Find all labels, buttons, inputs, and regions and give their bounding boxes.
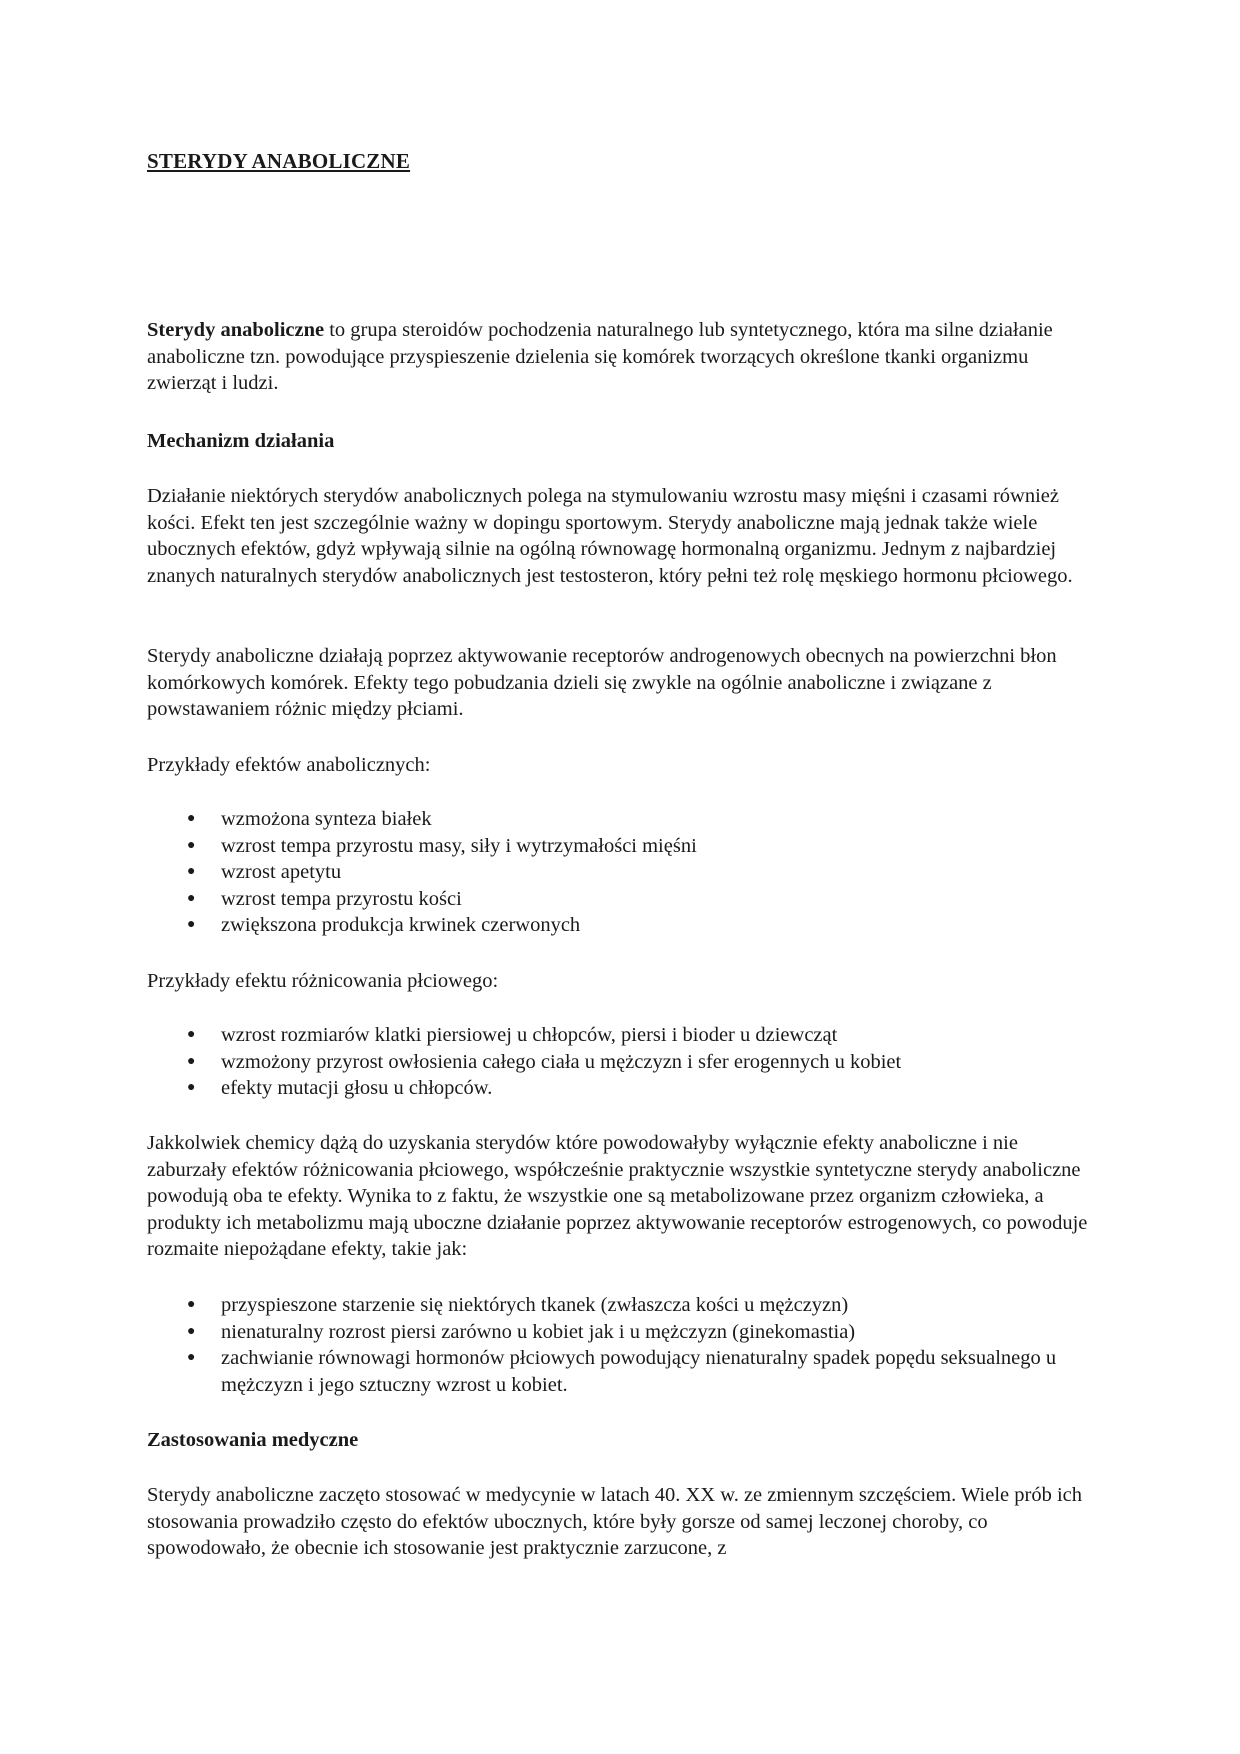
- bullet-icon: ●: [187, 917, 196, 932]
- list-item: ● nienaturalny rozrost piersi zarówno u kobiet jak i u mężczyzn (ginekomastia): [147, 1319, 1095, 1346]
- sexual-differentiation-label: Przykłady efektu różnicowania płciowego:: [147, 970, 499, 992]
- intro-paragraph: [147, 317, 1095, 397]
- medical-paragraph-1: Sterydy anaboliczne zaczęto stosować w medycynie w latach 40. XX w. ze zmiennym szczęściem. Wiele prób ich stosowania prowadziło często do efektów ubocznych, które były gorsze od samej leczonej choroby, co spowodowało, że obecnie ich stosowanie jest praktycznie zarzucone, z: [147, 1484, 1082, 1559]
- sexual-differentiation-list: [147, 1022, 1095, 1102]
- intro-text: to grupa steroidów pochodzenia naturalnego lub syntetycznego, która ma silne działanie anaboliczne tzn. powodujące przyspieszenie dzielenia się komórek tworzących określone tkanki organizmu zwierząt i ludzi.: [147, 319, 1053, 394]
- list-item: ● wzmożony przyrost owłosienia całego ciała u mężczyzn i sfer erogennych u kobiet: [147, 1049, 1095, 1076]
- bullet-icon: ●: [187, 1027, 196, 1042]
- anabolic-effects-list: [147, 806, 1095, 939]
- document-title: STERYDY ANABOLICZNE: [147, 149, 411, 173]
- bullet-icon: ●: [187, 1350, 196, 1365]
- bullet-icon: ●: [187, 1053, 196, 1069]
- intro-term: Sterydy anaboliczne: [147, 319, 325, 341]
- list-item: ● przyspieszone starzenie się niektórych tkanek (zwłaszcza kości u mężczyzn): [147, 1292, 1095, 1319]
- side-effects-paragraph: Jakkolwiek chemicy dążą do uzyskania sterydów które powodowałyby wyłącznie efekty anaboliczne i nie zaburzały efektów różnicowania płciowego, współcześnie praktycznie wszystkie syntetyczne sterydy anaboliczne powodują oba te efekty. Wynika to z faktu, że wszystkie one są metabolizowane przez organizm człowieka, a produkty ich metabolizmu mają uboczne działanie poprzez aktywowanie receptorów estrogenowych, co powoduje rozmaite niepożądane efekty, takie jak:: [147, 1132, 1088, 1260]
- bullet-icon: ●: [187, 1297, 196, 1312]
- list-item: ● zachwianie równowagi hormonów płciowych powodujący nienaturalny spadek popędu seksualnego u mężczyzn i jego sztuczny wzrost u kobiet.: [187, 1347, 1057, 1396]
- mechanism-paragraph-2: Sterydy anaboliczne działają poprzez aktywowanie receptorów androgenowych obecnych na powierzchni błon komórkowych komórek. Efekty tego pobudzania dzieli się zwykle na ogólnie anaboliczne i związane z powstawaniem różnic między płciami.: [147, 645, 1057, 720]
- list-item: ● wzmożona synteza białek: [147, 806, 1095, 833]
- section-heading-medical: Zastosowania medyczne: [147, 1429, 359, 1451]
- list-item: ● zwiększona produkcja krwinek czerwonych: [147, 912, 1095, 939]
- list-item: ● wzrost tempa przyrostu kości: [147, 886, 1095, 913]
- list-item: ● wzrost tempa przyrostu masy, siły i wytrzymałości mięśni: [147, 833, 1095, 860]
- bullet-icon: ●: [187, 864, 196, 879]
- bullet-icon: ●: [187, 1323, 196, 1339]
- list-item: ● efekty mutacji głosu u chłopców.: [147, 1075, 1095, 1102]
- list-item: ● wzrost rozmiarów klatki piersiowej u chłopców, piersi i bioder u dziewcząt: [147, 1022, 1095, 1049]
- anabolic-effects-label: Przykłady efektów anabolicznych:: [147, 754, 431, 776]
- bullet-icon: ●: [187, 811, 196, 826]
- list-item: ● wzrost apetytu: [147, 859, 1095, 886]
- side-effects-list: [147, 1292, 1095, 1398]
- bullet-icon: ●: [187, 837, 196, 853]
- document-page: [147, 0, 1095, 1754]
- bullet-icon: ●: [187, 1080, 196, 1095]
- section-heading-mechanism: Mechanizm działania: [147, 430, 335, 452]
- bullet-icon: ●: [187, 890, 196, 906]
- mechanism-paragraph-1: Działanie niektórych sterydów anabolicznych polega na stymulowaniu wzrostu masy mięśni i czasami również kości. Efekt ten jest szczególnie ważny w dopingu sportowym. Sterydy anaboliczne mają jednak także wiele ubocznych efektów, gdyż wpływają silnie na ogólną równowagę hormonalną organizmu. Jednym z najbardziej znanych naturalnych sterydów anabolicznych jest testosteron, który pełni też rolę męskiego hormonu płciowego.: [147, 485, 1073, 587]
